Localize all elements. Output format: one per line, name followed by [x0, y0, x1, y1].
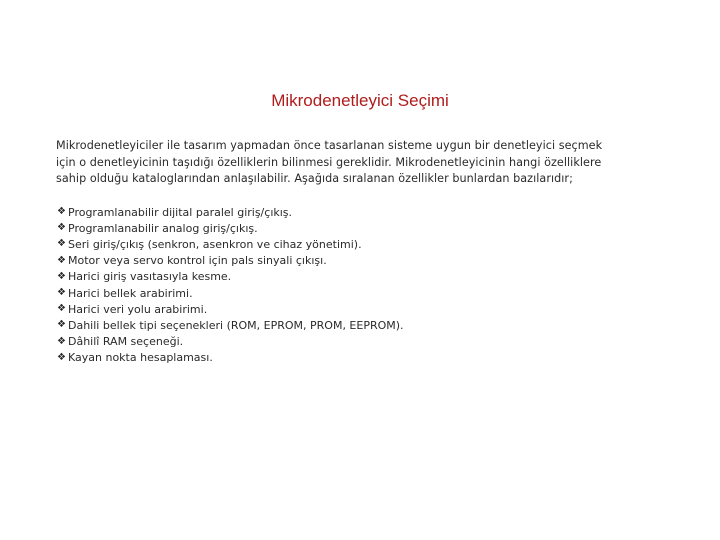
diamond-bullet-icon: ❖ — [57, 238, 66, 250]
intro-line: Mikrodenetleyiciler ile tasarım yapmadan önce tasarlanan sisteme uygun bir denetleyici seçmek — [56, 139, 603, 152]
feature-text: Programlanabilir analog giriş/çıkış. — [68, 221, 258, 235]
diamond-bullet-icon: ❖ — [57, 335, 66, 347]
feature-list — [56, 204, 666, 366]
list-item — [56, 269, 666, 285]
list-item — [56, 236, 666, 252]
diamond-bullet-icon: ❖ — [57, 351, 66, 363]
list-item — [56, 350, 666, 366]
diamond-bullet-icon: ❖ — [57, 206, 66, 218]
list-item — [56, 285, 666, 301]
list-item — [56, 301, 666, 317]
intro-line: sahip olduğu kataloglarından anlaşılabilir. Aşağıda sıralanan özellikler bunlardan bazılarıdır; — [56, 172, 573, 185]
list-item — [56, 317, 666, 333]
list-item — [56, 253, 666, 269]
feature-text: Seri giriş/çıkış (senkron, asenkron ve cihaz yönetimi). — [68, 237, 362, 251]
diamond-bullet-icon: ❖ — [57, 303, 66, 315]
feature-text: Harici bellek arabirimi. — [68, 286, 193, 300]
list-item — [56, 204, 666, 220]
diamond-bullet-icon: ❖ — [57, 287, 66, 299]
feature-text: Kayan nokta hesaplaması. — [68, 351, 213, 365]
list-item — [56, 220, 666, 236]
intro-paragraph — [56, 138, 666, 188]
diamond-bullet-icon: ❖ — [57, 270, 66, 282]
diamond-bullet-icon: ❖ — [57, 319, 66, 331]
list-item — [56, 334, 666, 350]
feature-text: Dahili bellek tipi seçenekleri (ROM, EPROM, PROM, EEPROM). — [68, 318, 404, 332]
diamond-bullet-icon: ❖ — [57, 254, 66, 266]
feature-text: Motor veya servo kontrol için pals sinyali çıkışı. — [68, 254, 327, 268]
feature-text: Harici giriş vasıtasıyla kesme. — [68, 270, 232, 284]
slide-title: Mikrodenetleyici Seçimi — [271, 91, 449, 110]
diamond-bullet-icon: ❖ — [57, 222, 66, 234]
feature-text: Programlanabilir dijital paralel giriş/çıkış. — [68, 205, 293, 219]
intro-line: için o denetleyicinin taşıdığı özelliklerin bilinmesi gereklidir. Mikrodenetleyicinin hangi özelliklere — [56, 155, 602, 169]
feature-text: Harici veri yolu arabirimi. — [68, 302, 208, 316]
feature-text: Dâhilî RAM seçeneği. — [68, 335, 184, 349]
